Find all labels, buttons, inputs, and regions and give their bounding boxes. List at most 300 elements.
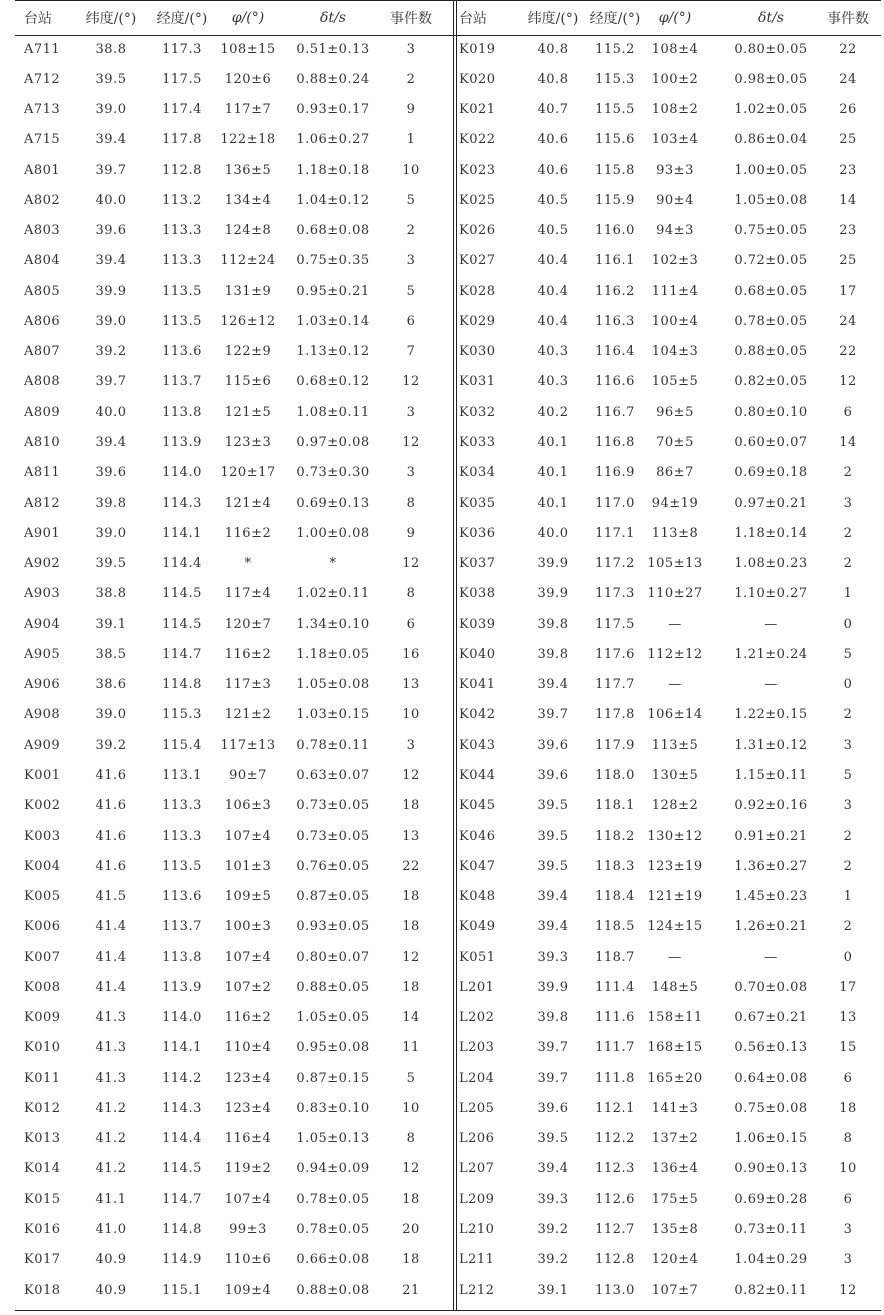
latitude-cell: 41.4	[95, 979, 127, 995]
latitude-cell: 41.3	[95, 1010, 127, 1026]
phi-cell: 130±12	[647, 828, 703, 844]
delay-cell: 0.76±0.05	[296, 858, 370, 874]
longitude-cell: 116.2	[595, 283, 635, 299]
table-row	[15, 462, 881, 484]
longitude-cell: 115.2	[595, 41, 635, 57]
phi-cell: 110±6	[224, 1252, 272, 1268]
table-row	[15, 1158, 881, 1180]
delay-cell: 0.97±0.21	[734, 495, 808, 511]
station-cell: L204	[459, 1070, 495, 1086]
longitude-cell: 113.6	[162, 889, 202, 905]
longitude-cell: 113.9	[162, 979, 202, 995]
longitude-cell: 117.3	[162, 41, 202, 57]
longitude-cell: 114.1	[162, 525, 202, 541]
delay-cell: 1.26±0.21	[734, 919, 808, 935]
station-cell: K023	[459, 162, 496, 178]
events-cell: 3	[406, 41, 416, 57]
station-cell: L212	[459, 1282, 495, 1298]
events-cell: 3	[843, 737, 853, 753]
longitude-cell: 113.1	[162, 767, 202, 783]
phi-cell: 113±5	[651, 737, 699, 753]
events-cell: 10	[402, 162, 420, 178]
longitude-cell: 118.1	[595, 798, 635, 814]
latitude-cell: 39.2	[95, 737, 127, 753]
longitude-cell: 115.9	[595, 192, 635, 208]
phi-cell: 94±19	[651, 495, 699, 511]
latitude-cell: 39.6	[95, 223, 127, 239]
phi-cell: 165±20	[647, 1070, 703, 1086]
longitude-cell: 111.8	[595, 1070, 635, 1086]
latitude-cell: 40.9	[95, 1282, 127, 1298]
station-cell: A903	[24, 586, 61, 602]
table-row	[15, 220, 881, 242]
station-cell: K028	[459, 283, 496, 299]
delay-cell: 1.18±0.18	[296, 162, 370, 178]
longitude-cell: 115.6	[595, 132, 635, 148]
delay-cell: 1.31±0.12	[734, 737, 808, 753]
events-cell: 18	[402, 889, 420, 905]
delay-cell: 1.05±0.08	[296, 677, 370, 693]
longitude-cell: 114.3	[162, 1100, 202, 1116]
station-cell: K037	[459, 556, 496, 572]
longitude-cell: 116.0	[595, 223, 635, 239]
delay-cell: 1.22±0.15	[734, 707, 808, 723]
phi-cell: 70±5	[656, 435, 694, 450]
station-cell: K020	[459, 71, 496, 87]
table-row	[15, 280, 881, 302]
phi-cell: 148±5	[651, 979, 699, 995]
phi-cell: 117±13	[220, 737, 276, 753]
events-cell: 13	[839, 1010, 857, 1026]
phi-cell: 124±15	[647, 919, 703, 935]
station-cell: K041	[459, 677, 496, 693]
events-cell: 12	[402, 556, 420, 572]
phi-cell: 168±15	[647, 1040, 703, 1056]
phi-cell: 126±12	[220, 313, 276, 329]
events-cell: 25	[839, 253, 857, 269]
delay-cell: 0.88±0.05	[734, 344, 808, 360]
table-row	[15, 310, 881, 332]
events-cell: 12	[839, 1282, 857, 1298]
delay-cell: 0.78±0.11	[296, 737, 370, 753]
phi-cell: 110±27	[647, 586, 703, 602]
bottom-rule	[15, 1310, 881, 1311]
header-phi: φ/(°)	[231, 10, 265, 26]
phi-cell: 101±3	[224, 858, 272, 874]
table-row	[15, 795, 881, 817]
latitude-cell: 39.0	[95, 102, 127, 118]
station-cell: K039	[459, 616, 496, 632]
delay-cell: 0.83±0.10	[296, 1100, 370, 1116]
station-cell: A803	[24, 223, 61, 239]
latitude-cell: 41.0	[95, 1222, 127, 1238]
latitude-cell: 39.4	[537, 677, 569, 693]
phi-cell: 108±4	[651, 41, 699, 57]
delay-cell: 0.66±0.08	[296, 1252, 370, 1268]
latitude-cell: 40.2	[537, 404, 569, 420]
station-cell: A807	[24, 344, 61, 360]
top-rule	[15, 0, 881, 1]
events-cell: 1	[843, 586, 853, 602]
events-cell: 11	[402, 1040, 420, 1056]
events-cell: 18	[402, 979, 420, 995]
longitude-cell: 113.8	[162, 404, 202, 420]
delay-cell: 0.60±0.07	[734, 435, 808, 450]
delay-cell: 0.87±0.15	[296, 1070, 370, 1086]
events-cell: 5	[843, 767, 853, 783]
station-cell: L203	[459, 1040, 495, 1056]
phi-cell: 86±7	[656, 465, 694, 481]
events-cell: 3	[406, 465, 416, 481]
longitude-cell: 117.8	[162, 132, 202, 148]
header-delay: δt/s	[758, 10, 784, 26]
latitude-cell: 39.4	[537, 919, 569, 935]
station-cell: A711	[24, 41, 61, 57]
events-cell: 6	[406, 616, 416, 632]
delay-cell: 0.98±0.05	[734, 71, 808, 87]
delay-cell: 1.03±0.14	[296, 313, 370, 329]
table-row	[15, 764, 881, 786]
phi-cell: 107±7	[651, 1282, 699, 1298]
latitude-cell: 39.8	[537, 616, 569, 632]
longitude-cell: 114.1	[162, 1040, 202, 1056]
delay-cell: 0.88±0.08	[296, 1282, 370, 1298]
delay-cell: 0.80±0.07	[296, 949, 370, 965]
latitude-cell: 38.8	[95, 41, 127, 57]
longitude-cell: 118.7	[595, 949, 635, 965]
latitude-cell: 39.0	[95, 525, 127, 541]
delay-cell: 1.45±0.23	[734, 889, 808, 905]
events-cell: 14	[402, 1010, 420, 1026]
station-cell: K042	[459, 707, 496, 723]
phi-cell: 105±5	[651, 374, 699, 390]
header-delay: δt/s	[320, 10, 346, 26]
table-row	[15, 1037, 881, 1059]
events-cell: 2	[843, 556, 853, 572]
events-cell: 14	[839, 192, 857, 208]
longitude-cell: 114.7	[162, 1191, 202, 1207]
latitude-cell: 39.5	[537, 828, 569, 844]
station-cell: A811	[24, 465, 61, 481]
delay-cell: 0.80±0.10	[734, 404, 808, 420]
events-cell: 0	[843, 677, 853, 693]
phi-cell: 108±15	[220, 41, 276, 57]
events-cell: 12	[402, 1161, 420, 1177]
table-row	[15, 522, 881, 544]
phi-cell: 99±3	[229, 1222, 267, 1238]
table-row	[15, 341, 881, 363]
station-cell: K027	[459, 253, 496, 269]
longitude-cell: 115.1	[162, 1282, 202, 1298]
delay-cell: 0.93±0.17	[296, 102, 370, 118]
header-station: 台站	[24, 11, 52, 27]
delay-cell: 0.51±0.13	[296, 41, 370, 57]
table-row	[15, 734, 881, 756]
events-cell: 8	[406, 1131, 416, 1147]
longitude-cell: 115.3	[162, 707, 202, 723]
longitude-cell: 113.9	[162, 435, 202, 450]
station-cell: K006	[24, 919, 61, 935]
delay-cell: 0.69±0.18	[734, 465, 808, 481]
station-cell: A901	[24, 525, 61, 541]
phi-cell: *	[244, 556, 252, 572]
events-cell: 2	[843, 465, 853, 481]
latitude-cell: 41.6	[95, 858, 127, 874]
latitude-cell: 39.4	[95, 253, 127, 269]
longitude-cell: 117.9	[595, 737, 635, 753]
events-cell: 2	[406, 71, 416, 87]
latitude-cell: 40.0	[95, 192, 127, 208]
phi-cell: 175±5	[651, 1191, 699, 1207]
delay-cell: —	[764, 949, 778, 965]
delay-cell: 0.78±0.05	[296, 1191, 370, 1207]
longitude-cell: 117.8	[595, 707, 635, 723]
longitude-cell: 116.7	[595, 404, 635, 420]
header-latitude: 纬度/(°)	[85, 11, 137, 27]
events-cell: 8	[406, 586, 416, 602]
station-cell: K019	[459, 41, 496, 57]
header-longitude: 经度/(°)	[156, 11, 208, 27]
longitude-cell: 112.6	[595, 1191, 635, 1207]
delay-cell: 0.68±0.12	[296, 374, 370, 390]
latitude-cell: 39.1	[537, 1282, 569, 1298]
phi-cell: 109±4	[224, 1282, 272, 1298]
phi-cell: 116±2	[224, 1010, 272, 1026]
longitude-cell: 117.2	[595, 556, 635, 572]
table-row	[15, 1188, 881, 1210]
delay-cell: 0.78±0.05	[296, 1222, 370, 1238]
delay-cell: 1.18±0.14	[734, 525, 808, 541]
table-row	[15, 643, 881, 665]
latitude-cell: 41.2	[95, 1131, 127, 1147]
longitude-cell: 112.8	[595, 1252, 635, 1268]
longitude-cell: 114.9	[162, 1252, 202, 1268]
latitude-cell: 38.6	[95, 677, 127, 693]
header-phi: φ/(°)	[658, 10, 692, 26]
station-cell: K029	[459, 313, 496, 329]
delay-cell: 0.97±0.08	[296, 435, 370, 450]
phi-cell: 100±3	[224, 919, 272, 935]
table-row	[15, 159, 881, 181]
longitude-cell: 117.1	[595, 525, 635, 541]
events-cell: 3	[843, 798, 853, 814]
longitude-cell: 113.3	[162, 798, 202, 814]
longitude-cell: 113.5	[162, 313, 202, 329]
header-events: 事件数	[390, 11, 432, 27]
station-cell: L211	[459, 1252, 495, 1268]
station-cell: A812	[24, 495, 61, 511]
latitude-cell: 39.7	[95, 374, 127, 390]
longitude-cell: 114.0	[162, 1010, 202, 1026]
events-cell: 17	[839, 979, 857, 995]
events-cell: 8	[406, 495, 416, 511]
station-cell: K008	[24, 979, 61, 995]
latitude-cell: 39.7	[537, 1070, 569, 1086]
longitude-cell: 111.7	[595, 1040, 635, 1056]
delay-cell: 1.08±0.23	[734, 556, 808, 572]
events-cell: 20	[402, 1222, 420, 1238]
phi-cell: 107±2	[224, 979, 272, 995]
delay-cell: 1.00±0.05	[734, 162, 808, 178]
events-cell: 2	[843, 707, 853, 723]
events-cell: 13	[402, 677, 420, 693]
latitude-cell: 39.5	[537, 858, 569, 874]
phi-cell: 106±3	[224, 798, 272, 814]
events-cell: 21	[402, 1282, 420, 1298]
longitude-cell: 118.3	[595, 858, 635, 874]
longitude-cell: 113.3	[162, 253, 202, 269]
phi-cell: 122±18	[220, 132, 276, 148]
phi-cell: 107±4	[224, 828, 272, 844]
events-cell: 2	[406, 223, 416, 239]
delay-cell: —	[764, 677, 778, 693]
latitude-cell: 39.0	[95, 707, 127, 723]
phi-cell: 116±2	[224, 646, 272, 662]
latitude-cell: 41.3	[95, 1070, 127, 1086]
longitude-cell: 117.5	[595, 616, 635, 632]
longitude-cell: 118.2	[595, 828, 635, 844]
delay-cell: 0.88±0.05	[296, 979, 370, 995]
table-row	[15, 189, 881, 211]
latitude-cell: 39.8	[95, 495, 127, 511]
latitude-cell: 40.6	[537, 162, 569, 178]
events-cell: 12	[402, 435, 420, 450]
phi-cell: 107±4	[224, 1191, 272, 1207]
station-cell: K033	[459, 435, 496, 450]
station-cell: K044	[459, 767, 496, 783]
phi-cell: 120±6	[224, 71, 272, 87]
station-cell: A909	[24, 737, 61, 753]
longitude-cell: 113.5	[162, 283, 202, 299]
phi-cell: 120±17	[220, 465, 276, 481]
delay-cell: 0.72±0.05	[734, 253, 808, 269]
events-cell: 12	[839, 374, 857, 390]
delay-cell: 1.36±0.27	[734, 858, 808, 874]
delay-cell: 0.67±0.21	[734, 1010, 808, 1026]
events-cell: 22	[839, 344, 857, 360]
longitude-cell: 111.4	[595, 979, 635, 995]
table-row	[15, 916, 881, 938]
station-cell: K014	[24, 1161, 61, 1177]
longitude-cell: 118.5	[595, 919, 635, 935]
longitude-cell: 114.3	[162, 495, 202, 511]
delay-cell: 0.75±0.35	[296, 253, 370, 269]
longitude-cell: 113.8	[162, 949, 202, 965]
station-cell: K046	[459, 828, 496, 844]
phi-cell: 104±3	[651, 344, 699, 360]
latitude-cell: 39.9	[537, 556, 569, 572]
phi-cell: 123±19	[647, 858, 703, 874]
delay-cell: 0.73±0.30	[296, 465, 370, 481]
latitude-cell: 40.1	[537, 435, 569, 450]
station-table	[15, 0, 881, 1311]
table-row	[15, 825, 881, 847]
events-cell: 2	[843, 828, 853, 844]
table-row	[15, 1279, 881, 1301]
longitude-cell: 116.3	[595, 313, 635, 329]
longitude-cell: 117.7	[595, 677, 635, 693]
longitude-cell: 116.9	[595, 465, 635, 481]
events-cell: 18	[402, 798, 420, 814]
station-cell: K026	[459, 223, 496, 239]
latitude-cell: 39.0	[95, 313, 127, 329]
latitude-cell: 39.5	[95, 556, 127, 572]
delay-cell: 1.34±0.10	[296, 616, 370, 632]
events-cell: 3	[406, 737, 416, 753]
table-row	[15, 855, 881, 877]
longitude-cell: 114.4	[162, 556, 202, 572]
events-cell: 1	[406, 132, 416, 148]
longitude-cell: 117.5	[162, 71, 202, 87]
longitude-cell: 115.5	[595, 102, 635, 118]
longitude-cell: 115.3	[595, 71, 635, 87]
station-cell: A808	[24, 374, 61, 390]
longitude-cell: 115.4	[162, 737, 202, 753]
phi-cell: 103±4	[651, 132, 699, 148]
delay-cell: 0.68±0.08	[296, 223, 370, 239]
phi-cell: 115±6	[224, 374, 272, 390]
latitude-cell: 41.6	[95, 798, 127, 814]
latitude-cell: 40.3	[537, 344, 569, 360]
longitude-cell: 118.0	[595, 767, 635, 783]
latitude-cell: 41.4	[95, 919, 127, 935]
latitude-cell: 40.5	[537, 223, 569, 239]
station-cell: K005	[24, 889, 61, 905]
latitude-cell: 41.2	[95, 1100, 127, 1116]
delay-cell: 1.05±0.05	[296, 1010, 370, 1026]
latitude-cell: 40.8	[537, 71, 569, 87]
delay-cell: 1.08±0.11	[296, 404, 370, 420]
latitude-cell: 39.5	[95, 71, 127, 87]
latitude-cell: 39.7	[95, 162, 127, 178]
phi-cell: 112±12	[647, 646, 703, 662]
longitude-cell: 113.3	[162, 223, 202, 239]
station-cell: L209	[459, 1191, 495, 1207]
delay-cell: 0.82±0.05	[734, 374, 808, 390]
delay-cell: 0.90±0.13	[734, 1161, 808, 1177]
events-cell: 23	[839, 223, 857, 239]
phi-cell: 105±13	[647, 556, 703, 572]
latitude-cell: 40.0	[95, 404, 127, 420]
delay-cell: 0.95±0.08	[296, 1040, 370, 1056]
delay-cell: 0.92±0.16	[734, 798, 808, 814]
latitude-cell: 39.2	[537, 1222, 569, 1238]
longitude-cell: 113.3	[162, 828, 202, 844]
events-cell: 12	[402, 949, 420, 965]
latitude-cell: 39.4	[537, 1161, 569, 1177]
header-rule	[15, 35, 881, 36]
longitude-cell: 115.8	[595, 162, 635, 178]
phi-cell: 121±5	[224, 404, 272, 420]
latitude-cell: 39.3	[537, 949, 569, 965]
station-cell: K011	[24, 1070, 61, 1086]
latitude-cell: 39.4	[95, 435, 127, 450]
events-cell: 22	[839, 41, 857, 57]
station-cell: K051	[459, 949, 496, 965]
station-cell: L201	[459, 979, 495, 995]
events-cell: 9	[406, 525, 416, 541]
phi-cell: 123±4	[224, 1100, 272, 1116]
station-cell: A713	[24, 102, 61, 118]
table-row	[15, 613, 881, 635]
delay-cell: 0.75±0.05	[734, 223, 808, 239]
station-cell: A904	[24, 616, 61, 632]
latitude-cell: 39.7	[537, 1040, 569, 1056]
delay-cell: 0.93±0.05	[296, 919, 370, 935]
table-row	[15, 129, 881, 151]
table-row	[15, 704, 881, 726]
station-cell: A712	[24, 71, 61, 87]
